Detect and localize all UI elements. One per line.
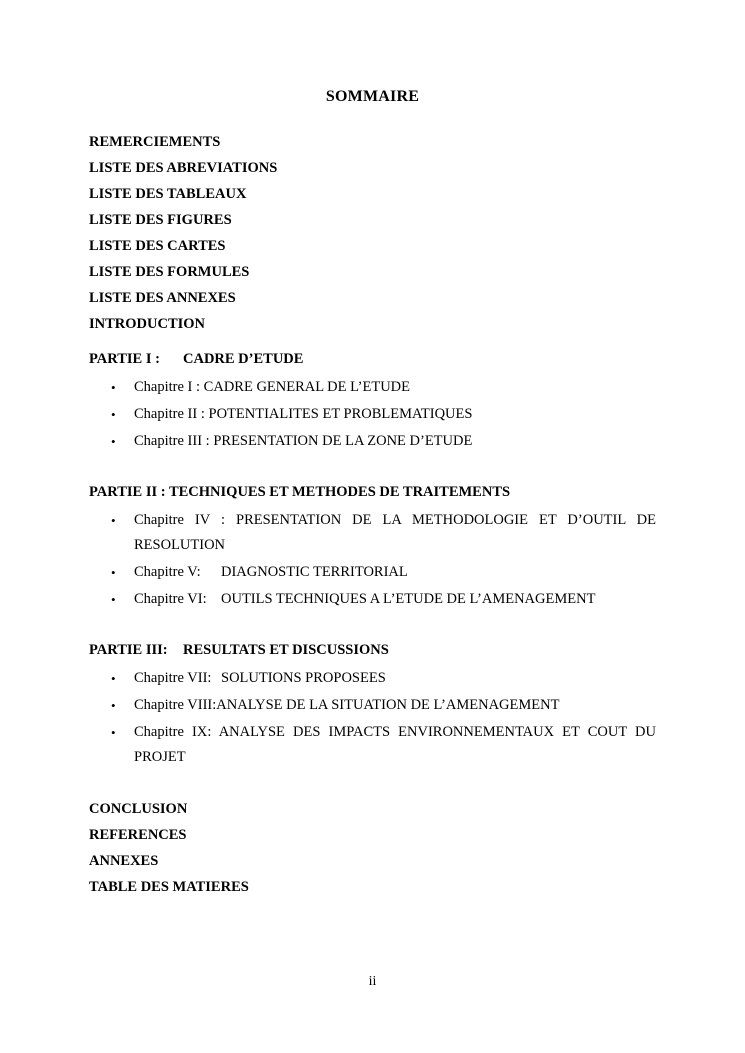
chapter-title: ANALYSE DES IMPACTS ENVIRONNEMENTAUX ET COUT DU [218,724,656,740]
bullet-icon: • [111,434,116,449]
toc-entry: REMERCIEMENTS [89,134,221,150]
part-number: PARTIE I : [89,351,160,367]
chapter-list [89,666,656,770]
toc-entry: ANNEXES [89,853,159,869]
front-matter-list [89,132,656,340]
chapter-label: Chapitre IV : [134,512,225,528]
part-title: RESULTATS ET DISCUSSIONS [183,642,389,658]
toc-entry: CONCLUSION [89,801,188,817]
chapter-title: SOLUTIONS PROPOSEES [221,670,386,686]
chapter-item [89,720,656,770]
chapter-text [134,720,656,770]
chapter-label: Chapitre III : [134,433,210,449]
bullet-icon: • [111,513,116,528]
part-heading [89,640,656,660]
chapter-item [89,508,656,558]
chapter-item [89,587,656,612]
page-number: ii [368,974,377,989]
toc-entry: LISTE DES CARTES [89,238,226,254]
part-title: CADRE D’ETUDE [183,351,304,367]
chapter-list [89,508,656,612]
bullet-icon: • [111,407,116,422]
chapter-item [89,693,656,718]
bullet-icon: • [111,592,116,607]
part-title: TECHNIQUES ET METHODES DE TRAITEMENTS [168,484,511,500]
chapter-title-continuation: PROJET [134,749,186,765]
bullet-icon: • [111,725,116,740]
chapter-title-line [134,508,656,533]
chapter-item [89,560,656,585]
toc-entry: REFERENCES [89,827,187,843]
chapter-item [89,375,656,400]
document-title: SOMMAIRE [325,88,420,105]
chapter-title-line [134,720,656,745]
chapter-title-continuation: RESOLUTION [134,537,226,553]
chapter-title: PRESENTATION DE LA METHODOLOGIE ET D’OUTIL DE [236,512,657,528]
chapter-label: Chapitre II : [134,406,205,422]
part-section [89,482,656,614]
bullet-icon: • [111,380,116,395]
part-heading [89,349,656,369]
toc-entry: LISTE DES FIGURES [89,212,232,228]
toc-entry: LISTE DES ABREVIATIONS [89,160,278,176]
toc-entry: TABLE DES MATIERES [89,879,249,895]
chapter-title: PRESENTATION DE LA ZONE D’ETUDE [213,433,473,449]
part-section [89,640,656,772]
bullet-icon: • [111,698,116,713]
chapter-item [89,429,656,454]
toc-entry: LISTE DES ANNEXES [89,290,236,306]
back-matter-list [89,799,656,903]
part-number: PARTIE III: [89,642,168,658]
chapter-item [89,666,656,691]
chapter-title: DIAGNOSTIC TERRITORIAL [221,564,408,580]
bullet-icon: • [111,565,116,580]
toc-entry: INTRODUCTION [89,316,206,332]
chapter-title: POTENTIALITES ET PROBLEMATIQUES [208,406,473,422]
toc-entry: LISTE DES FORMULES [89,264,250,280]
chapter-title: CADRE GENERAL DE L’ETUDE [203,379,411,395]
part-number: PARTIE II : [89,484,166,500]
chapter-label: Chapitre VIII: [134,697,217,713]
chapter-label: Chapitre IX: [134,724,212,740]
chapter-label: Chapitre VI: [134,591,207,607]
part-heading [89,482,656,502]
chapter-title: ANALYSE DE LA SITUATION DE L’AMENAGEMENT [216,697,560,713]
chapter-label: Chapitre I : [134,379,201,395]
chapter-label: Chapitre VII: [134,670,212,686]
chapter-text [134,508,656,558]
chapter-list [89,375,656,454]
chapter-label: Chapitre V: [134,564,201,580]
chapter-item [89,402,656,427]
chapter-title: OUTILS TECHNIQUES A L’ETUDE DE L’AMENAGEMENT [221,591,596,607]
part-section [89,349,656,456]
toc-entry: LISTE DES TABLEAUX [89,186,247,202]
bullet-icon: • [111,671,116,686]
